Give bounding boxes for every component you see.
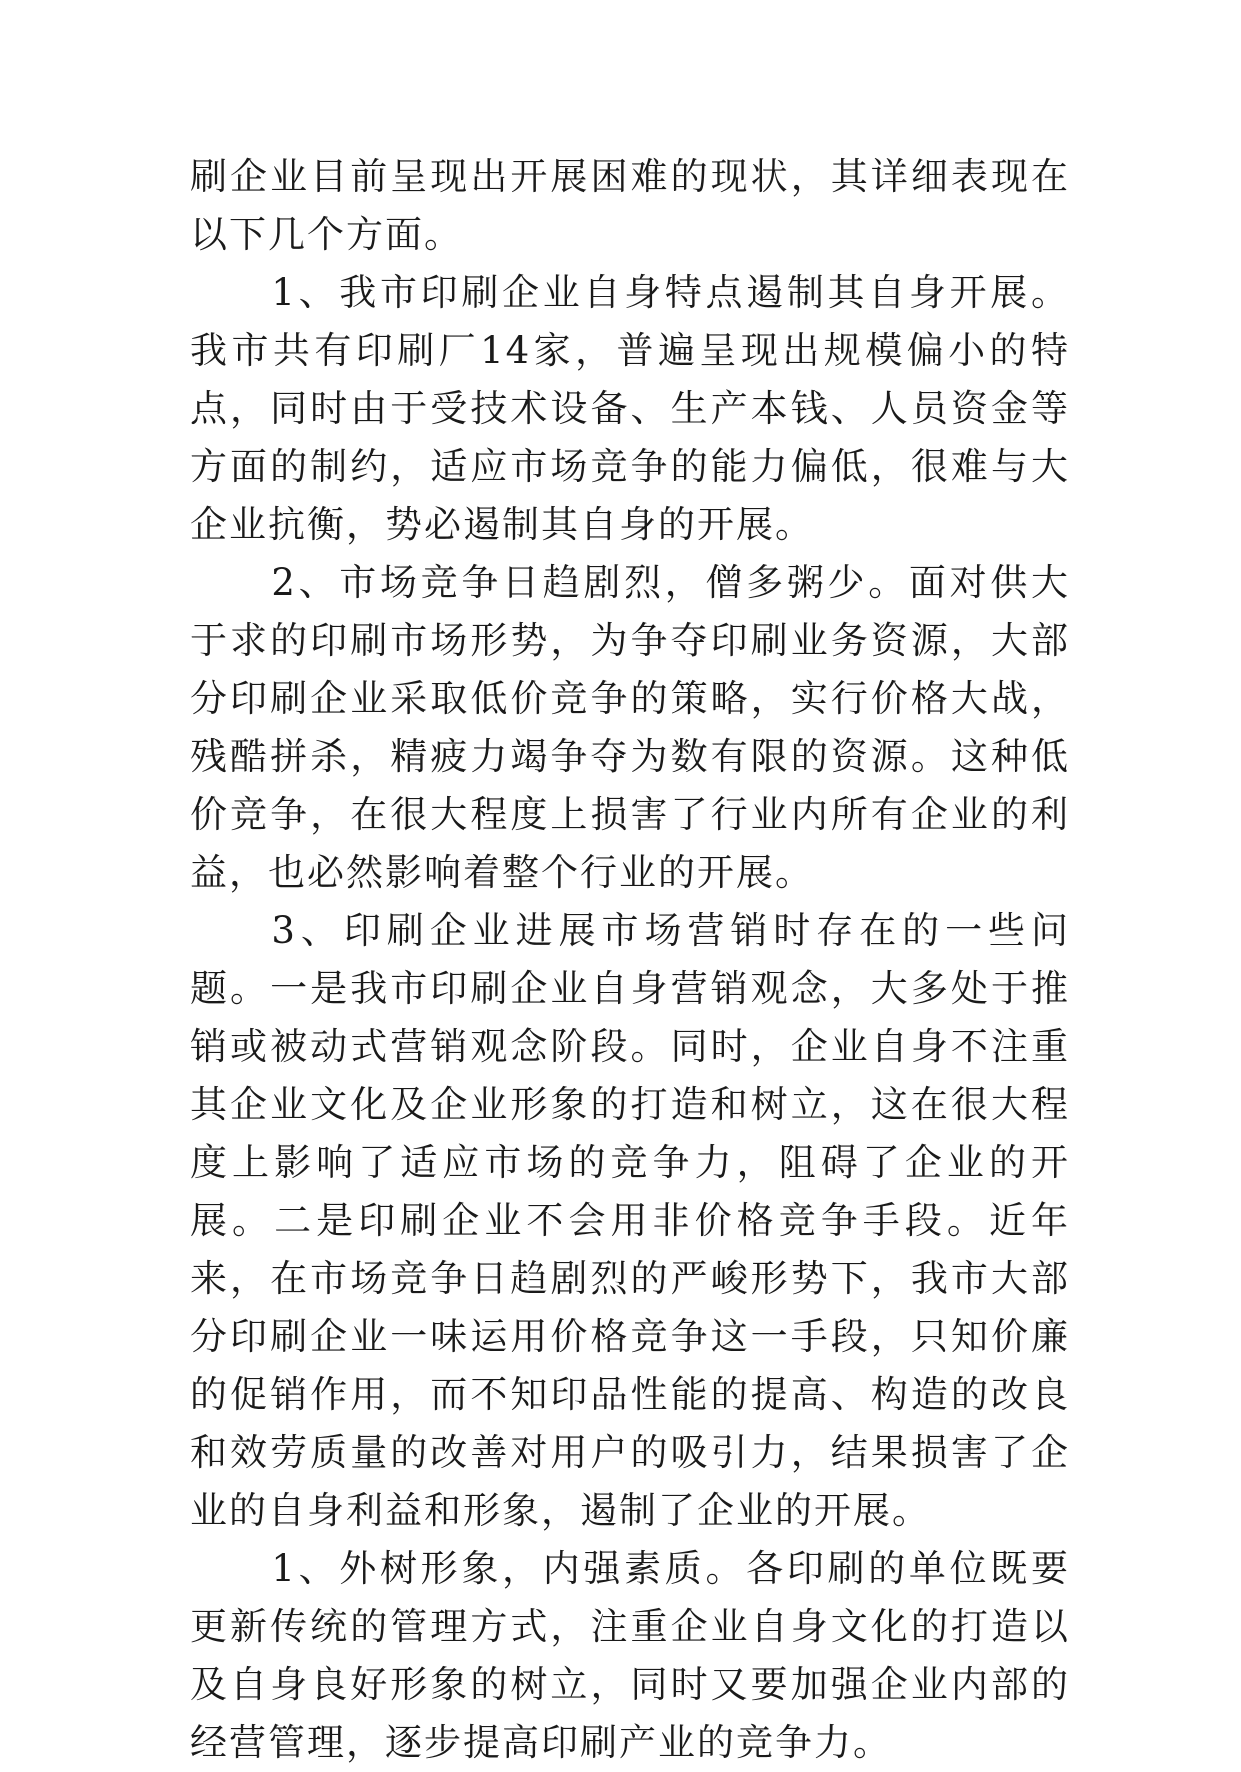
- paragraph-point-1: 1、我市印刷企业自身特点遏制其自身开展。我市共有印刷厂14家，普遍呈现出规模偏小的特点，同时由于受技术设备、生产本钱、人员资金等方面的制约，适应市场竞争的能力偏低，很难与大企业抗衡，势必遏制其自身的开展。: [190, 271, 1070, 546]
- paragraph-point-3: 3、印刷企业进展市场营销时存在的一些问题。一是我市印刷企业自身营销观念，大多处于推销或被动式营销观念阶段。同时，企业自身不注重其企业文化及企业形象的打造和树立，这在很大程度上影响了适应市场的竞争力，阻碍了企业的开展。二是印刷企业不会用非价格竞争手段。近年来，在市场竞争日趋剧烈的严峻形势下，我市大部分印刷企业一味运用价格竞争这一手段，只知价廉的促销作用，而不知印品性能的提高、构造的改良和效劳质量的改善对用户的吸引力，结果损害了企业的自身利益和形象，遏制了企业的开展。: [190, 909, 1070, 1532]
- document-body: [190, 148, 1070, 1772]
- paragraph-point-2: 2、市场竞争日趋剧烈，僧多粥少。面对供大于求的印刷市场形势，为争夺印刷业务资源，大部分印刷企业采取低价竞争的策略，实行价格大战，残酷拼杀，精疲力竭争夺为数有限的资源。这种低价竞争，在很大程度上损害了行业内所有企业的利益，也必然影响着整个行业的开展。: [190, 561, 1070, 894]
- paragraph-measure-1: 1、外树形象，内强素质。各印刷的单位既要更新传统的管理方式，注重企业自身文化的打造以及自身良好形象的树立，同时又要加强企业内部的经营管理，逐步提高印刷产业的竞争力。: [190, 1547, 1070, 1764]
- paragraph-intro: 刷企业目前呈现出开展困难的现状，其详细表现在以下几个方面。: [190, 155, 1070, 256]
